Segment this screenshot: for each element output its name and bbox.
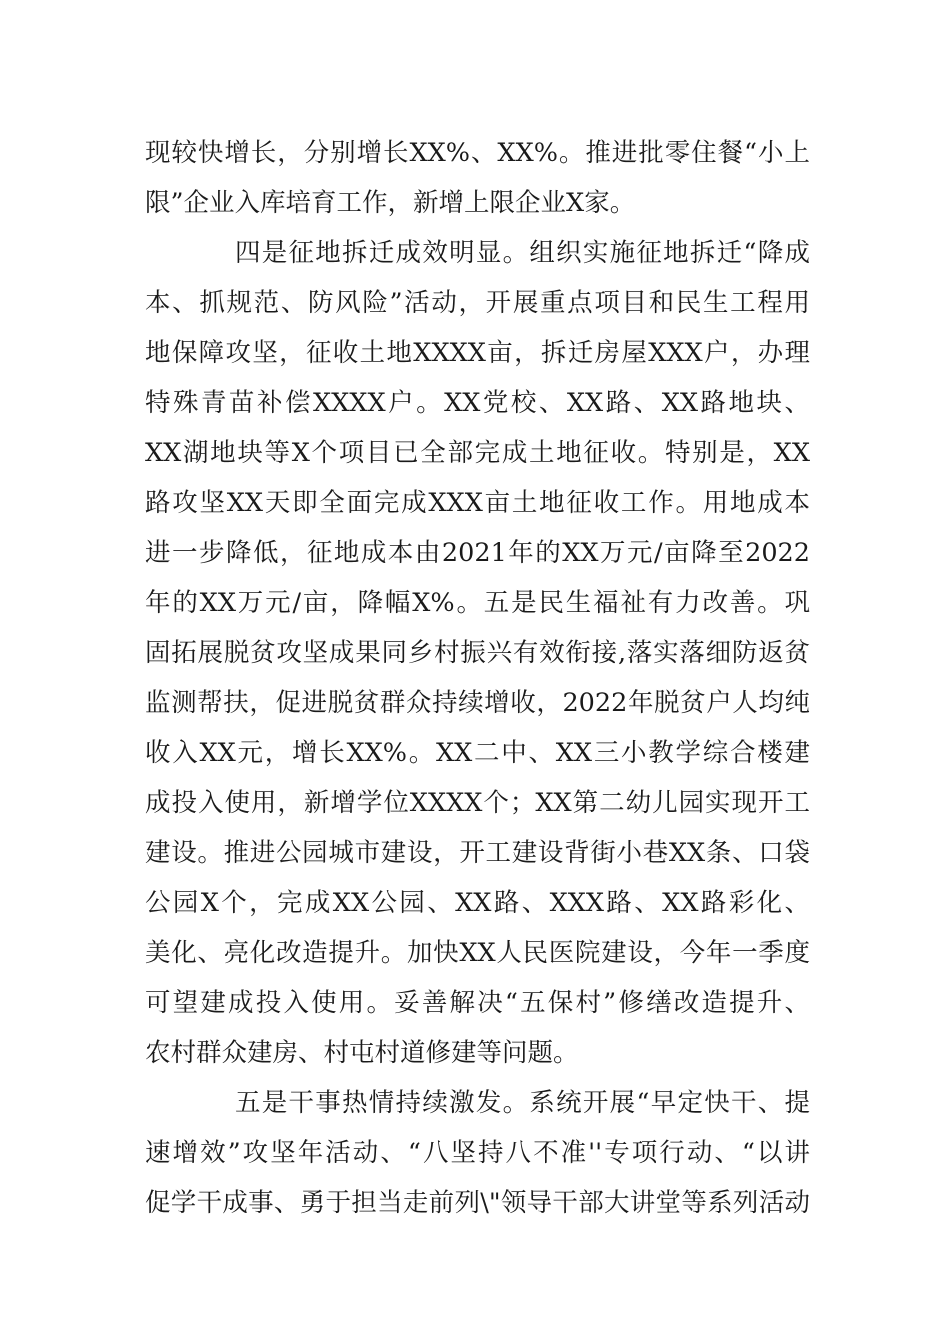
body-text [145,128,810,1228]
paragraph-start-line: 五是干事热情持续激发。系统开展“早定快干、提 [235,1088,810,1118]
text-line: 可望建成投入使用。妥善解决“五保村”修缮改造提升、 [145,988,810,1018]
text-line: 路攻坚XX天即全面完成XXX亩土地征收工作。用地成本 [145,488,810,518]
paragraph-start-line: 四是征地拆迁成效明显。组织实施征地拆迁“降成 [235,238,810,268]
text-line: 建设。推进公园城市建设，开工建设背街小巷XX条、口袋 [145,838,810,868]
text-line: 促学干成事、勇于担当走前列\"领导干部大讲堂等系列活动 [145,1188,810,1218]
text-line: 本、抓规范、防风险”活动，开展重点项目和民生工程用 [145,288,810,318]
text-line: 公园X个，完成XX公园、XX路、XXX路、XX路彩化、 [145,888,810,918]
text-line: 地保障攻坚，征收土地XXXX亩，拆迁房屋XXX户，办理 [145,338,810,368]
text-line: XX湖地块等X个项目已全部完成土地征收。特别是，XX [145,438,810,468]
text-line: 现较快增长，分别增长XX%、XX%。推进批零住餐“小上 [145,138,810,168]
text-line: 美化、亮化改造提升。加快XX人民医院建设，今年一季度 [145,938,810,968]
text-line: 固拓展脱贫攻坚成果同乡村振兴有效衔接,落实落细防返贫 [145,638,810,668]
text-line: 监测帮扶，促进脱贫群众持续增收，2022年脱贫户人均纯 [145,688,810,718]
text-line: 特殊青苗补偿XXXX户。XX党校、XX路、XX路地块、 [145,388,810,418]
text-line: 速增效”攻坚年活动、“八坚持八不准''专项行动、“以讲 [145,1138,810,1168]
text-line: 农村群众建房、村屯村道修建等问题。 [145,1038,579,1068]
text-line: 收入XX元，增长XX%。XX二中、XX三小教学综合楼建 [145,738,810,768]
text-line: 成投入使用，新增学位XXXX个；XX第二幼儿园实现开工 [145,788,810,818]
text-line: 限”企业入库培育工作，新增上限企业X家。 [145,188,636,218]
text-line: 年的XX万元/亩，降幅X%。五是民生福祉有力改善。巩 [145,588,810,618]
text-line: 进一步降低，征地成本由2021年的XX万元/亩降至2022 [145,538,810,568]
